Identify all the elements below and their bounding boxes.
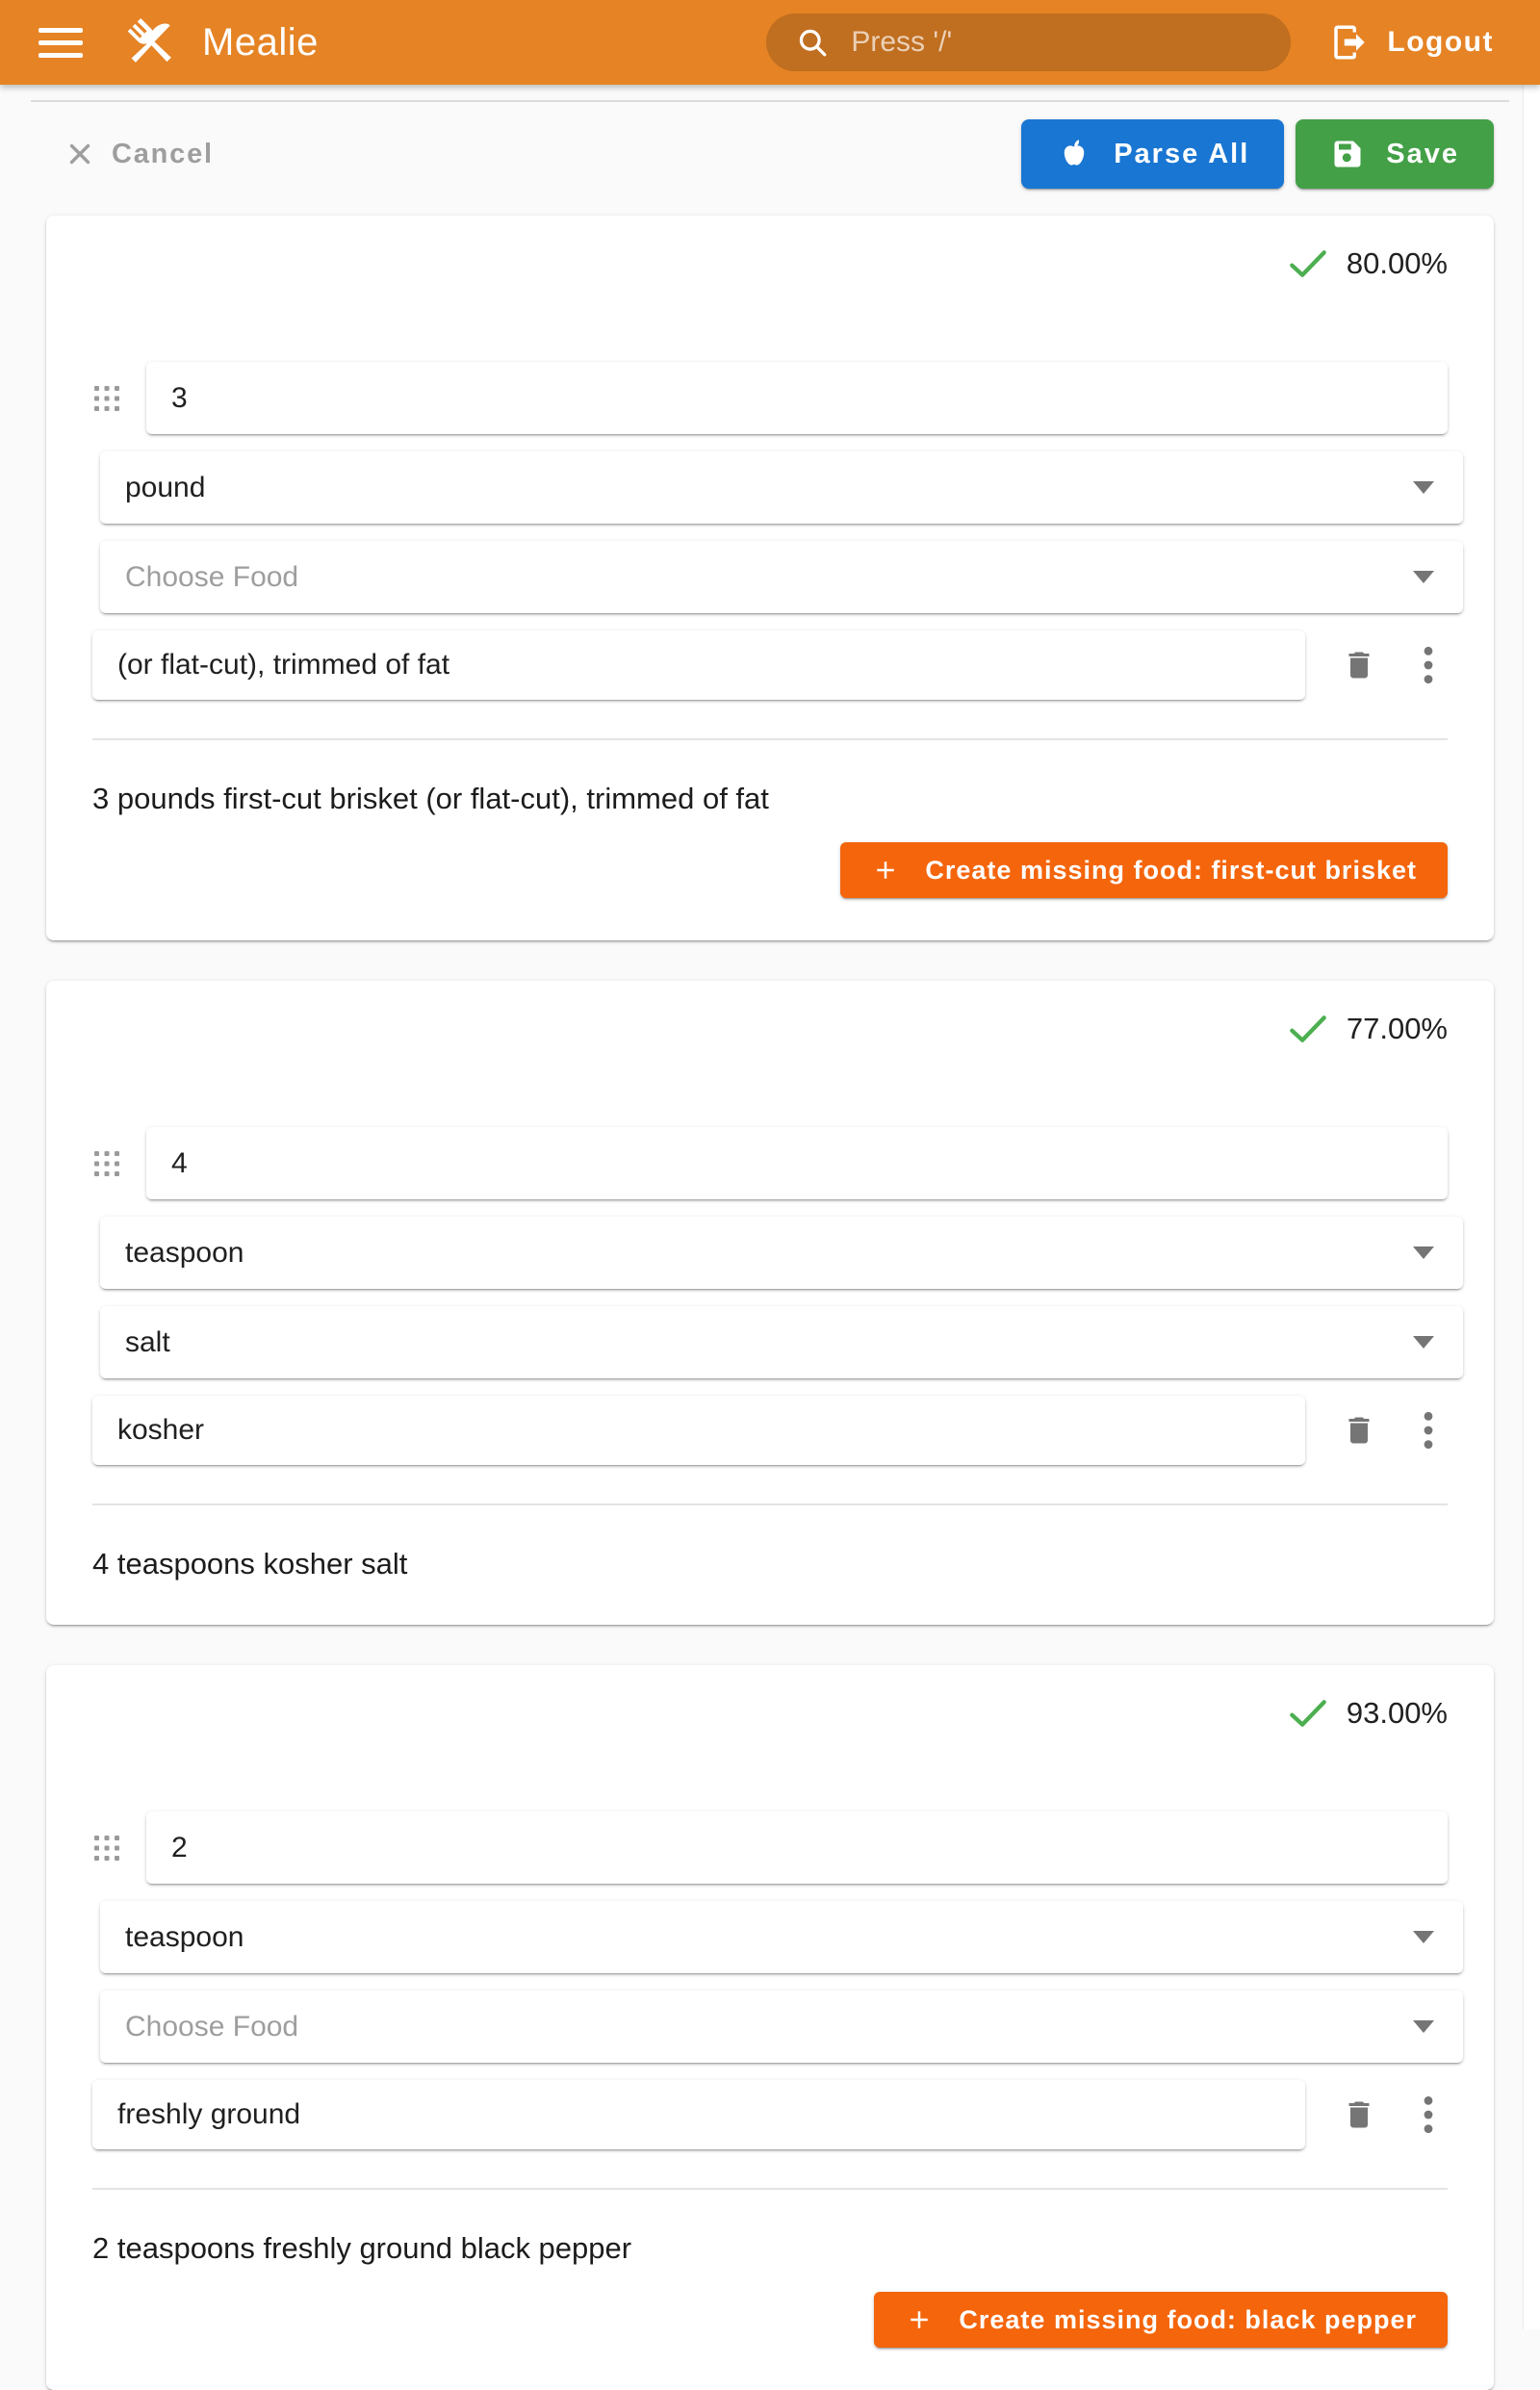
quantity-field xyxy=(146,362,1448,434)
chevron-down-icon xyxy=(1413,1246,1434,1259)
logout-label: Logout xyxy=(1387,26,1494,58)
drag-handle-icon[interactable] xyxy=(92,1835,121,1862)
drag-handle-icon[interactable] xyxy=(92,385,121,412)
original-ingredient-text: 3 pounds first-cut brisket (or flat-cut), trimmed of fat xyxy=(92,782,769,815)
confidence-row xyxy=(92,244,1448,283)
delete-button[interactable] xyxy=(1338,2094,1380,2136)
unit-select[interactable] xyxy=(100,1217,1463,1289)
food-value: Choose Food xyxy=(125,2010,299,2043)
logout-button[interactable] xyxy=(1329,22,1494,63)
logout-icon xyxy=(1329,22,1370,63)
food-value: Choose Food xyxy=(125,560,299,593)
search-icon xyxy=(795,25,830,60)
quantity-field xyxy=(146,1127,1448,1199)
create-missing-food-label: Create missing food: first-cut brisket xyxy=(925,855,1417,885)
app-title: Mealie xyxy=(202,20,319,64)
note-input[interactable] xyxy=(117,1414,1280,1447)
drag-handle-icon[interactable] xyxy=(92,1150,121,1177)
unit-value: teaspoon xyxy=(125,1920,244,1953)
more-options-button[interactable] xyxy=(1409,1409,1448,1452)
kebab-icon xyxy=(1423,2094,1434,2136)
trash-icon xyxy=(1342,2097,1376,2132)
parse-all-label: Parse All xyxy=(1114,138,1250,169)
check-icon xyxy=(1289,248,1327,279)
original-ingredient-text: 4 teaspoons kosher salt xyxy=(92,1547,408,1580)
more-options-button[interactable] xyxy=(1409,644,1448,686)
chevron-down-icon xyxy=(1413,2020,1434,2033)
confidence-value: 80.00% xyxy=(1346,246,1448,280)
chevron-down-icon xyxy=(1413,1931,1434,1943)
unit-select[interactable] xyxy=(100,1901,1463,1973)
card-divider xyxy=(92,1503,1448,1505)
note-input[interactable] xyxy=(117,2098,1280,2131)
chevron-down-icon xyxy=(1413,571,1434,583)
quantity-field xyxy=(146,1812,1448,1884)
chevron-down-icon xyxy=(1413,481,1434,494)
close-icon xyxy=(64,138,96,170)
cancel-button[interactable] xyxy=(46,119,231,189)
food-select[interactable] xyxy=(100,1306,1463,1378)
save-button[interactable] xyxy=(1296,119,1494,189)
mealie-logo-icon[interactable] xyxy=(121,13,181,72)
chevron-down-icon xyxy=(1413,1336,1434,1349)
food-value: salt xyxy=(125,1325,170,1358)
trash-icon xyxy=(1342,1413,1376,1448)
plus-icon xyxy=(905,2305,934,2334)
create-missing-food-button[interactable] xyxy=(874,2292,1448,2348)
scrollbar-track[interactable] xyxy=(1523,85,1540,2329)
confidence-row xyxy=(92,1694,1448,1733)
note-field xyxy=(92,630,1305,700)
quantity-input[interactable] xyxy=(171,1832,1423,1864)
note-input[interactable] xyxy=(117,649,1280,681)
check-icon xyxy=(1289,1014,1327,1044)
delete-button[interactable] xyxy=(1338,1409,1380,1452)
confidence-row xyxy=(92,1010,1448,1048)
ingredient-list xyxy=(46,216,1494,2390)
ingredient-card xyxy=(46,1665,1494,2390)
ingredient-card xyxy=(46,216,1494,940)
confidence-value: 77.00% xyxy=(1346,1012,1448,1045)
save-icon xyxy=(1330,137,1365,171)
apple-icon xyxy=(1056,136,1092,172)
save-label: Save xyxy=(1386,138,1459,169)
plus-icon xyxy=(871,856,900,885)
ingredient-card xyxy=(46,981,1494,1625)
note-field xyxy=(92,2080,1305,2149)
trash-icon xyxy=(1342,648,1376,682)
check-icon xyxy=(1289,1698,1327,1729)
parse-all-button[interactable] xyxy=(1021,119,1284,189)
more-options-button[interactable] xyxy=(1409,2094,1448,2136)
card-divider xyxy=(92,2188,1448,2190)
create-missing-food-label: Create missing food: black pepper xyxy=(959,2304,1417,2334)
food-select[interactable] xyxy=(100,1991,1463,2063)
create-missing-food-button[interactable] xyxy=(840,842,1448,898)
toolbar-divider xyxy=(31,100,1509,102)
unit-value: teaspoon xyxy=(125,1236,244,1269)
unit-value: pound xyxy=(125,471,206,503)
search-input[interactable] xyxy=(849,25,1271,60)
unit-select[interactable] xyxy=(100,451,1463,524)
confidence-value: 93.00% xyxy=(1346,1696,1448,1730)
original-ingredient-text: 2 teaspoons freshly ground black pepper xyxy=(92,2231,632,2265)
cancel-label: Cancel xyxy=(112,138,214,169)
kebab-icon xyxy=(1423,644,1434,686)
app-header xyxy=(0,0,1540,85)
quantity-input[interactable] xyxy=(171,1147,1423,1180)
quantity-input[interactable] xyxy=(171,382,1423,415)
card-divider xyxy=(92,738,1448,740)
search-bar[interactable] xyxy=(766,13,1291,71)
kebab-icon xyxy=(1423,1409,1434,1452)
menu-icon[interactable] xyxy=(38,28,83,58)
delete-button[interactable] xyxy=(1338,644,1380,686)
parser-toolbar xyxy=(46,119,1494,189)
food-select[interactable] xyxy=(100,541,1463,613)
note-field xyxy=(92,1396,1305,1465)
